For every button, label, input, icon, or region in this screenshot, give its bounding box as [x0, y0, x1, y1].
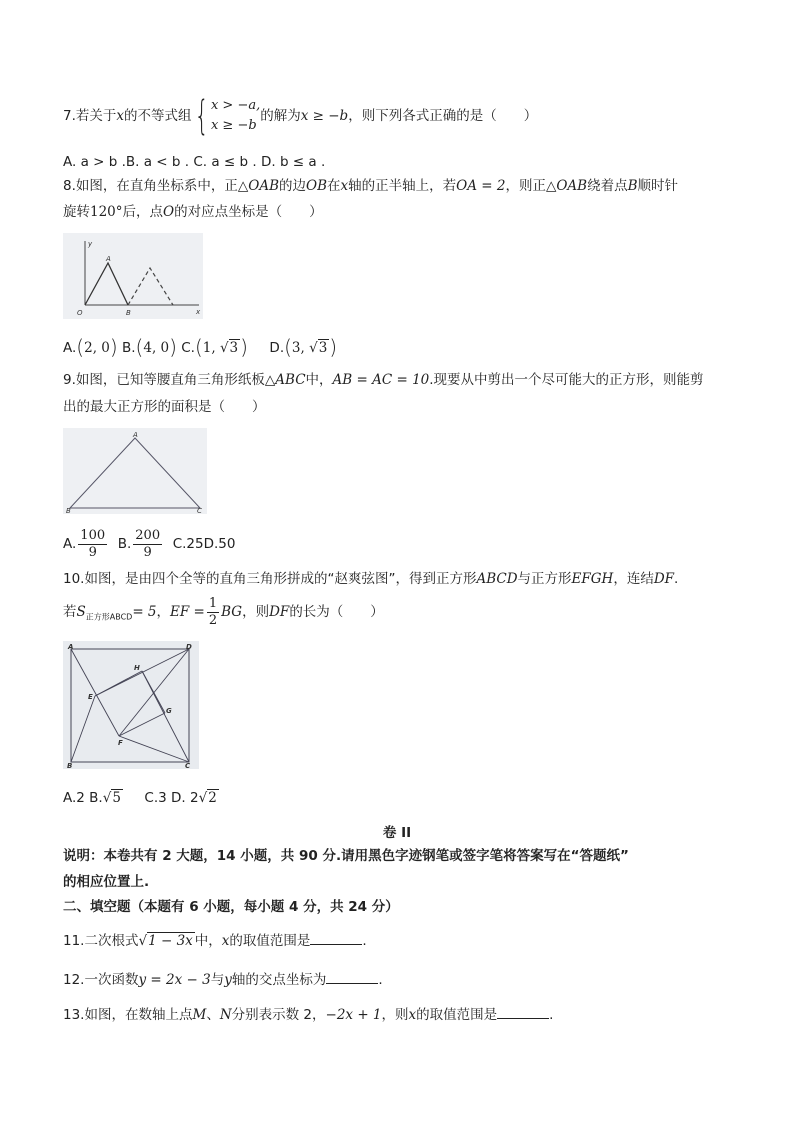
q8-text: 8.如图，在直角坐标系中，正: [63, 178, 238, 194]
zhao-shuang-figure: [63, 641, 199, 769]
q11-radicand: 1 − 3x: [148, 933, 193, 949]
q9-triangle-figure: [63, 428, 207, 514]
q11-text: 中，: [194, 933, 222, 949]
q7-text-4: ，则下列各式正确的是（ ）: [348, 108, 538, 124]
question-13: [63, 1005, 553, 1025]
option-c-value: 1,: [202, 340, 220, 356]
option-c: C.: [181, 340, 195, 356]
question-9-line-2: 出的最大正方形的面积是（ ）: [63, 399, 266, 415]
q10-numerator: 1: [208, 595, 218, 611]
q10-text: ，连结: [613, 571, 654, 587]
q10-math: S: [76, 604, 86, 620]
question-9-line-1: [63, 370, 704, 390]
q7-text-2: 的不等式组: [124, 108, 192, 124]
q10-text: 若: [63, 604, 77, 620]
q9-math: △ABC: [264, 372, 306, 388]
option-c-d: C.25D.50: [172, 536, 236, 552]
option-b-value: 4, 0: [143, 340, 170, 356]
square-d-label: D: [186, 643, 192, 651]
square-b-label: B: [67, 762, 73, 769]
q9-math: AB = AC = 10: [332, 372, 430, 388]
section-title: 卷 II: [382, 825, 412, 841]
q8-math: OA = 2: [456, 178, 506, 194]
q13-text: 13.如图，在数轴上点: [63, 1007, 193, 1023]
q12-var: y: [224, 972, 232, 988]
option-b: B.: [117, 536, 132, 552]
point-h-label: H: [134, 664, 140, 672]
vertex-a-label: A: [133, 431, 138, 439]
q10-text: 与正方形: [517, 571, 572, 587]
option-c-d: C.3 D. 2: [144, 790, 199, 806]
section-note-line-1: 说明：本卷共有 2 大题，14 小题，共 90 分.请用黑色字迹钢笔或签字笔将答案写在“答题纸”: [63, 848, 629, 864]
option-d: D.: [269, 340, 285, 356]
option-d-radicand: 3: [318, 340, 328, 356]
answer-blank[interactable]: [310, 932, 362, 945]
q13-text: ，则: [381, 1007, 409, 1023]
q10-math: = 5: [132, 604, 157, 620]
option-b-radicand: 5: [112, 790, 121, 806]
option-c-radicand: 3: [229, 340, 239, 356]
q9-text: 9.如图，已知等腰直角三角形纸板: [63, 372, 265, 388]
q13-expression: −2x + 1: [325, 1007, 382, 1023]
left-brace: {: [194, 93, 209, 139]
q10-text: ，: [156, 604, 171, 620]
q7-solution: x ≥ −b: [300, 108, 349, 124]
q8-text: ，则正: [505, 178, 546, 194]
q9-text: .现要从中剪出一个尽可能大的正方形，则能剪: [429, 372, 704, 388]
point-a-label: A: [106, 255, 111, 263]
q8-text: 的对应点坐标是（ ）: [174, 204, 323, 220]
q13-text: 、: [206, 1007, 220, 1023]
q8-text: 在: [327, 178, 341, 194]
question-10-line-2: [63, 594, 384, 636]
question-8-line-1: [63, 176, 678, 196]
q10-math: BG: [221, 604, 243, 620]
inequality-2: x ≥ −b: [210, 118, 257, 133]
q9-text: 中，: [305, 372, 333, 388]
square-a-label: A: [68, 643, 74, 651]
q8-text: 旋转: [63, 204, 90, 220]
option-b-denominator: 9: [143, 544, 152, 560]
q7-text-3: 的解为: [260, 108, 301, 124]
question-8-line-2: [63, 202, 323, 222]
q13-text: 的取值范围是: [416, 1007, 498, 1023]
q10-text: .: [674, 571, 679, 587]
q10-subscript: 正方形ABCD: [85, 612, 133, 622]
inequality-1: x > −a,: [210, 98, 261, 113]
y-axis-label: y: [88, 240, 93, 248]
inequality-system: [211, 96, 260, 136]
question-11: 11.二次根式√1 − 3x 中，x的取值范围是 .: [63, 933, 367, 949]
point-g-label: G: [166, 707, 172, 715]
q8-math: △OAB: [545, 178, 588, 194]
question-12: [63, 970, 383, 990]
q13-text: 分别表示数 2，: [231, 1007, 326, 1023]
q8-text: 顺时针: [637, 178, 678, 194]
question-7-stem: [63, 93, 538, 139]
q8-math: x: [340, 178, 349, 194]
q12-text: 与: [210, 972, 225, 988]
square-c-label: C: [185, 762, 191, 769]
question-10-line-1: [63, 569, 678, 589]
answer-blank[interactable]: [497, 1006, 549, 1019]
option-a-numerator: 100: [80, 527, 106, 543]
vertex-c-label: C: [197, 507, 202, 514]
q8-math: B: [627, 178, 638, 194]
q8-math: OB: [306, 178, 328, 194]
option-a: A.: [63, 536, 77, 552]
q11-text: 11.二次根式: [63, 933, 139, 949]
q11-var: x: [221, 933, 230, 949]
option-a: A.: [63, 340, 77, 356]
question-7-options: A. a > b .B. a < b . C. a ≤ b . D. b ≤ a .: [63, 154, 326, 170]
q12-text: 12.一次函数: [63, 972, 139, 988]
question-8-options: A.(2, 0) B.(4, 0) C.(1, √3 ) D.(3, √3 ): [63, 335, 338, 359]
q8-text: 后，点: [122, 204, 164, 220]
q12-function: y = 2x − 3: [138, 972, 211, 988]
option-b-numerator: 200: [135, 527, 161, 543]
q12-text: 轴的交点坐标为: [231, 972, 327, 988]
option-d-value: 3,: [291, 340, 310, 356]
q7-var: x: [116, 108, 125, 124]
x-axis-label: x: [196, 308, 201, 316]
q8-math: 120°: [90, 204, 123, 220]
origin-label: O: [77, 309, 83, 317]
option-b: B.: [121, 340, 136, 356]
option-d-radicand: 2: [208, 790, 217, 806]
q8-math: O: [163, 204, 175, 220]
q10-math: DF: [269, 604, 290, 620]
fill-in-heading: 二、填空题（本题有 6 小题，每小题 4 分，共 24 分）: [63, 899, 399, 915]
vertex-b-label: B: [66, 507, 71, 514]
q10-math: DF: [653, 571, 675, 587]
q11-text: 的取值范围是: [229, 933, 311, 949]
q10-denominator: 2: [208, 612, 218, 628]
q10-text: 的长为（ ）: [289, 604, 384, 620]
q8-text: 绕着点: [587, 178, 628, 194]
q8-text: 轴的正半轴上，若: [348, 178, 457, 194]
q13-var: x: [408, 1007, 417, 1023]
option-a-b: A.2 B.: [63, 790, 103, 806]
q8-text: 的边: [279, 178, 307, 194]
q10-math: EFGH: [571, 571, 614, 587]
section-note-line-2: 的相应位置上.: [63, 874, 150, 890]
option-a-denominator: 9: [88, 544, 97, 560]
q11-text: .: [362, 933, 367, 949]
question-9-options: [63, 526, 235, 562]
q13-var: M: [192, 1007, 207, 1023]
q10-text: 10.如图，是由四个全等的直角三角形拼成的“赵爽弦图”，得到正方形: [63, 571, 477, 587]
q10-text: ，则: [242, 604, 270, 620]
point-f-label: F: [118, 739, 123, 747]
q13-var: N: [219, 1007, 232, 1023]
answer-blank[interactable]: [326, 971, 378, 984]
q7-text-1: 7.若关于: [63, 108, 117, 124]
option-a-value: 2, 0: [84, 340, 110, 356]
q13-text: .: [549, 1007, 554, 1023]
point-e-label: E: [88, 693, 93, 701]
q8-math: △OAB: [237, 178, 280, 194]
q12-text: .: [378, 972, 383, 988]
question-10-options: A.2 B.√5 C.3 D. 2√2: [63, 790, 217, 806]
q10-math: ABCD: [476, 571, 518, 587]
point-b-label: B: [126, 309, 131, 317]
q10-math: EF =: [170, 604, 205, 620]
q8-coordinate-figure: [63, 233, 203, 319]
